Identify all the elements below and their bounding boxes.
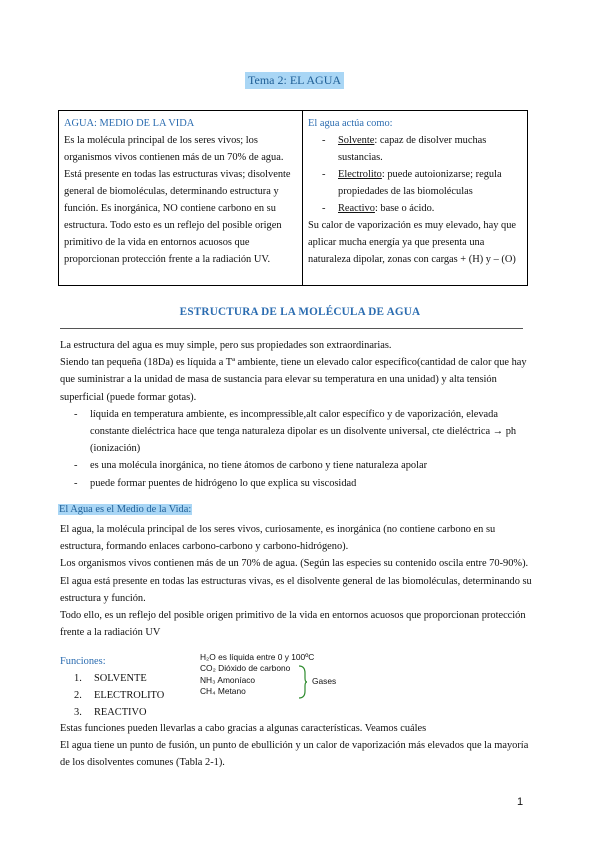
summary-left-heading: AGUA: MEDIO DE LA VIDA: [64, 118, 195, 129]
paragraph: El agua, la molécula principal de los seres vivos, curiosamente, es inorgánica (no contiene carbono en su estructura, formando enlaces carbono-carbono y carbono-hidrógeno).: [60, 524, 496, 553]
list-item: - líquida en temperatura ambiente, es incompressible,alt calor específico y de vaporización, elevada constante dieléctrica hace que tenga naturaleza dipolar es un disolvente universal, cte dieléctrica → ph (ionización): [60, 406, 538, 458]
list-item: [60, 670, 164, 687]
item-number: 3.: [74, 707, 82, 719]
divider: [60, 328, 523, 329]
list-item: [60, 687, 164, 704]
paragraph: El agua tiene un punto de fusión, un punto de ebullición y un calor de vaporización más elevados que la mayoría de los disolventes comunes (Tabla 2-1).: [60, 740, 529, 769]
paragraph: La estructura del agua es muy simple, pero sus propiedades son extraordinarias.: [60, 340, 392, 351]
item-term: Reactivo: [338, 203, 375, 214]
paragraph: Todo ello, es un reflejo del posible origen primitivo de la vida en entornos acuosos que proporcionan protección frente a la radiación UV: [60, 610, 526, 639]
paragraph: Los organismos vivos contienen más de un 70% de agua. (Según las especies su contenido oscila entre 70-90%).: [60, 558, 529, 570]
paragraph: El agua está presente en todas las estructuras vivas, es el disolvente general de las biomoléculas, determinando su estructura y función.: [60, 575, 532, 604]
brace-icon: [298, 665, 308, 699]
section2-body: [60, 521, 538, 641]
paragraph: Siendo tan pequeña (18Da) es líquida a Tª ambiente, tiene un elevado calor específico(cantidad de calor que hay que suministrar a la unidad de masa de sustancia para elevar su temperatura en una unidad) y alta tensión superficial (puede formar gotas).: [60, 357, 527, 403]
functions-label: Funciones:: [60, 656, 106, 667]
functions-list: [60, 670, 164, 722]
section1-body: [60, 337, 538, 492]
figure-line: NH₃ Amoníaco: [200, 674, 256, 685]
functions-body: [60, 720, 538, 772]
summary-right-text: Su calor de vaporización es muy elevado, hay que aplicar mucha energía ya que presenta una naturaleza dipolar, zonas con cargas + (H) y – (O): [308, 220, 517, 265]
item-label: ELECTROLITO: [94, 690, 165, 702]
figure-line: H₂O es líquida entre 0 y 100ºC: [200, 652, 315, 662]
section-heading: ESTRUCTURA DE LA MOLÉCULA DE AGUA: [179, 306, 421, 318]
section2-heading: El Agua es el Medio de la Vida:: [59, 504, 192, 515]
summary-table: [58, 110, 528, 286]
page-title: Tema 2: EL AGUA: [245, 72, 344, 89]
page-number: 1: [517, 796, 524, 808]
item-text: : base o ácido.: [374, 203, 435, 214]
summary-left-cell: [59, 111, 303, 286]
figure-line: CH₄ Metano: [200, 685, 246, 696]
section1-bullets: [60, 406, 538, 492]
item-text: : capaz de disolver muchas sustancias.: [338, 135, 487, 163]
summary-right-list: [308, 132, 522, 217]
list-item: - es una molécula inorgánica, no tiene átomos de carbono y tiene naturaleza apolar: [60, 457, 538, 474]
list-item: [308, 200, 522, 217]
item-label: SOLVENTE: [94, 673, 147, 684]
list-item: - puede formar puentes de hidrógeno lo que explica su viscosidad: [60, 475, 538, 492]
list-item: [308, 132, 522, 166]
brace-label: Gases: [312, 676, 337, 686]
figure-line: CO₂ Dióxido de carbono: [200, 663, 291, 674]
list-item: [308, 166, 522, 200]
item-number: 2.: [74, 690, 82, 702]
item-term: Solvente: [338, 135, 375, 146]
summary-right-cell: [303, 111, 528, 286]
summary-left-text: Es la molécula principal de los seres vivos; los organismos vivos contienen más de un 70% de agua. Está presente en todas las estructuras vivas; disolvente general de biomoléculas, determinando estructura y función. Es inorgánica, NO contiene carbono en su estructura. Todo esto es un reflejo del posible origen primitivo de la vida en entornos acuosos que proporcionan protección frente a la radiación UV.: [64, 135, 291, 265]
summary-right-heading: El agua actúa como:: [308, 118, 393, 129]
item-label: REACTIVO: [94, 707, 147, 719]
item-number: 1.: [74, 673, 82, 684]
molecules-figure: [200, 652, 380, 708]
item-term: Electrolito: [338, 169, 382, 180]
item-text: : puede autoionizarse; regula propiedades de las biomoléculas: [338, 169, 502, 197]
paragraph: Estas funciones pueden llevarlas a cabo gracias a algunas características. Veamos cuáles: [60, 723, 427, 734]
